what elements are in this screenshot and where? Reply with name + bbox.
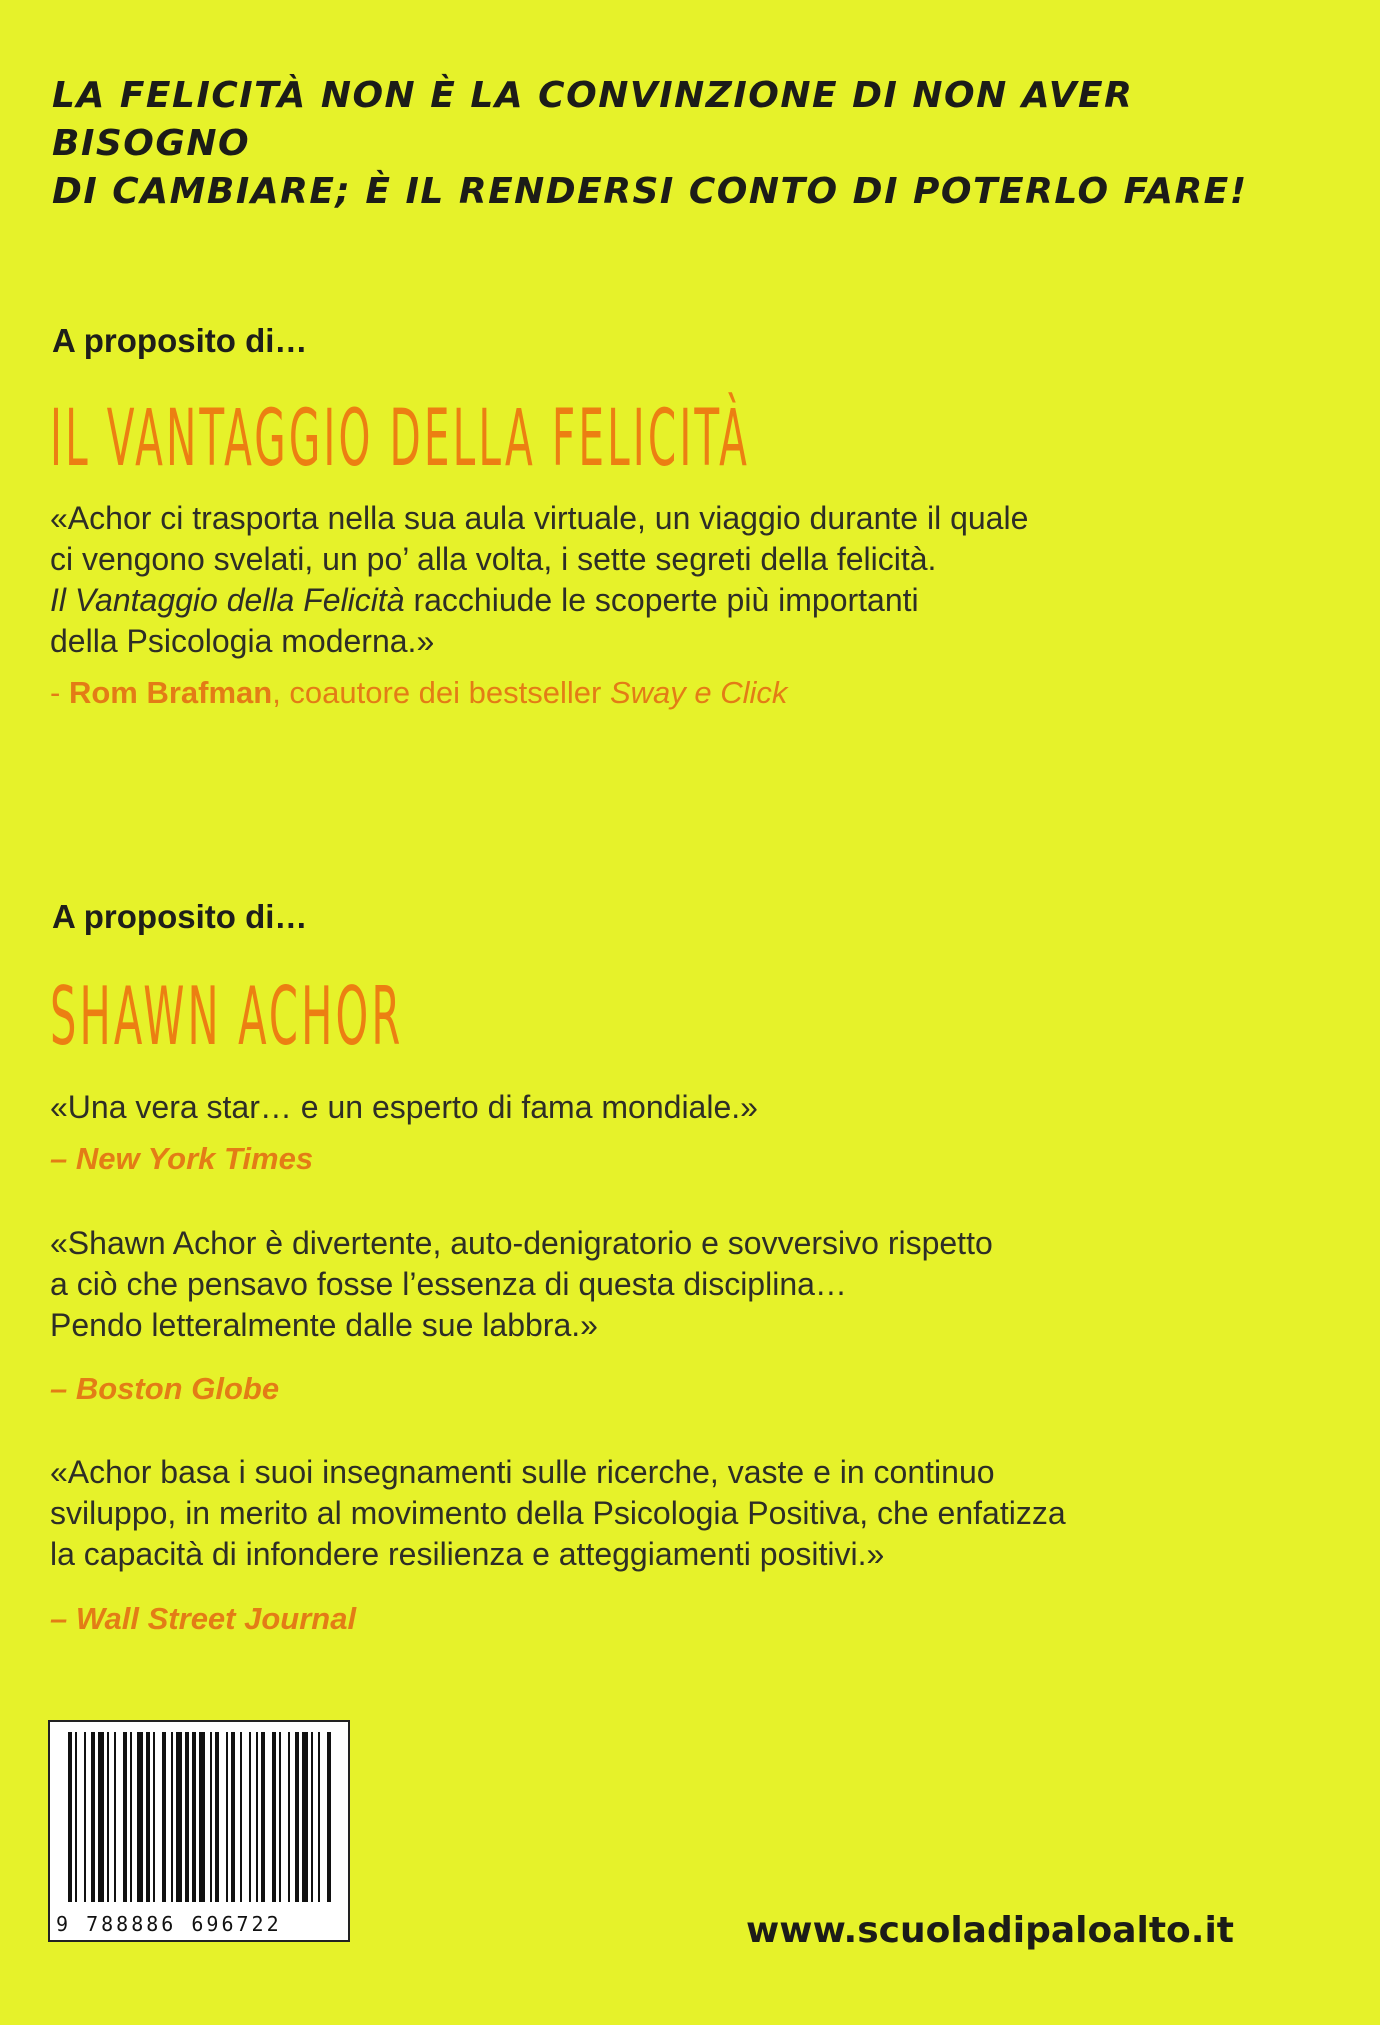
barcode-bar — [295, 1732, 299, 1902]
barcode-bar — [192, 1732, 196, 1902]
quote-line — [50, 580, 1270, 621]
barcode-bar — [98, 1732, 104, 1902]
quote-line: la capacità di infondere resilienza e atteggiamenti positivi.» — [50, 1536, 885, 1572]
attribution-dash: - — [50, 675, 69, 710]
barcode-bar — [153, 1732, 155, 1902]
quote-source: – New York Times — [50, 1141, 314, 1176]
barcode-bar — [91, 1732, 95, 1902]
barcode-bar — [171, 1732, 173, 1902]
tagline-line-2: DI CAMBIARE; È IL RENDERSI CONTO DI POTERLO FARE! — [52, 171, 1248, 212]
barcode-bar — [176, 1732, 182, 1902]
quote-source: – Boston Globe — [50, 1371, 280, 1406]
quote-line: «Shawn Achor è divertente, auto-denigratorio e sovversivo rispetto — [50, 1225, 993, 1261]
barcode-bar — [318, 1732, 320, 1902]
section2-quote-3 — [50, 1452, 1270, 1575]
publisher-website[interactable]: www.scuoladipaloalto.it — [746, 1910, 1234, 1951]
quote-line-rest: racchiude le scoperte più importanti — [404, 582, 919, 618]
barcode-bar — [68, 1732, 72, 1902]
barcode-bar — [75, 1732, 77, 1902]
barcode-bar — [261, 1732, 265, 1902]
barcode-bar — [146, 1732, 150, 1902]
barcode-bar — [272, 1732, 276, 1902]
barcode-bar — [256, 1732, 258, 1902]
section2-quote-1 — [50, 1087, 1270, 1128]
quote-line: a ciò che pensavo fosse l’essenza di questa disciplina… — [50, 1266, 847, 1302]
book-title-inline: Il Vantaggio della Felicità — [50, 582, 405, 618]
barcode-bar — [231, 1732, 235, 1902]
barcode-bar — [279, 1732, 281, 1902]
barcode-bar — [249, 1732, 251, 1902]
quote-line: sviluppo, in merito al movimento della Psicologia Positiva, che enfatizza — [50, 1495, 1066, 1531]
quote-line: «Achor ci trasporta nella sua aula virtuale, un viaggio durante il quale — [50, 500, 1029, 536]
barcode-bar — [199, 1732, 205, 1902]
barcode-bar — [123, 1732, 127, 1902]
barcode-bar — [215, 1732, 219, 1902]
quote-source: – Wall Street Journal — [50, 1601, 357, 1636]
barcode-bar — [130, 1732, 132, 1902]
barcode-bar — [240, 1732, 242, 1902]
cover-tagline — [52, 72, 1292, 216]
barcode-bar — [302, 1732, 308, 1902]
barcode-bar — [84, 1732, 86, 1902]
section2-source-1 — [50, 1141, 313, 1177]
quote-line: «Una vera star… e un esperto di fama mondiale.» — [50, 1089, 758, 1125]
barcode-bar — [210, 1732, 212, 1902]
barcode-bar — [327, 1732, 331, 1902]
section2-author-name: SHAWN ACHOR — [50, 970, 404, 1063]
barcode-bar — [185, 1732, 189, 1902]
section1-book-title: IL VANTAGGIO DELLA FELICITÀ — [50, 394, 751, 484]
quote-line: «Achor basa i suoi insegnamenti sulle ricerche, vaste e in continuo — [50, 1454, 995, 1490]
quote-line: Pendo letteralmente dalle sue labbra.» — [50, 1307, 598, 1343]
section1-about-label: A proposito di… — [52, 322, 308, 359]
barcode-bar — [226, 1732, 228, 1902]
isbn-number: 9 788886 696722 — [56, 1912, 282, 1936]
barcode-bar — [288, 1732, 290, 1902]
barcode-bar — [114, 1732, 116, 1902]
barcode-bar — [311, 1732, 313, 1902]
barcode-bars — [60, 1732, 340, 1902]
barcode-bar — [107, 1732, 109, 1902]
quote-line: ci vengono svelati, un po’ alla volta, i sette segreti della felicità. — [50, 541, 937, 577]
barcode-bar — [137, 1732, 143, 1902]
barcode-bar — [162, 1732, 166, 1902]
section1-quote — [50, 498, 1270, 662]
tagline-line-1: LA FELICITÀ NON È LA CONVINZIONE DI NON AVER BISOGNO — [52, 75, 1134, 164]
barcode — [48, 1720, 350, 1942]
section2-source-2 — [50, 1371, 279, 1407]
attribution-works: Sway e Click — [609, 675, 788, 710]
section2-about-label: A proposito di… — [52, 898, 308, 935]
attribution-name: Rom Brafman — [68, 675, 273, 710]
quote-line: della Psicologia moderna.» — [50, 623, 435, 659]
attribution-role: , coautore dei bestseller — [272, 675, 610, 710]
section2-quote-2 — [50, 1223, 1270, 1346]
section2-source-3 — [50, 1601, 356, 1637]
section1-attribution — [50, 675, 787, 711]
